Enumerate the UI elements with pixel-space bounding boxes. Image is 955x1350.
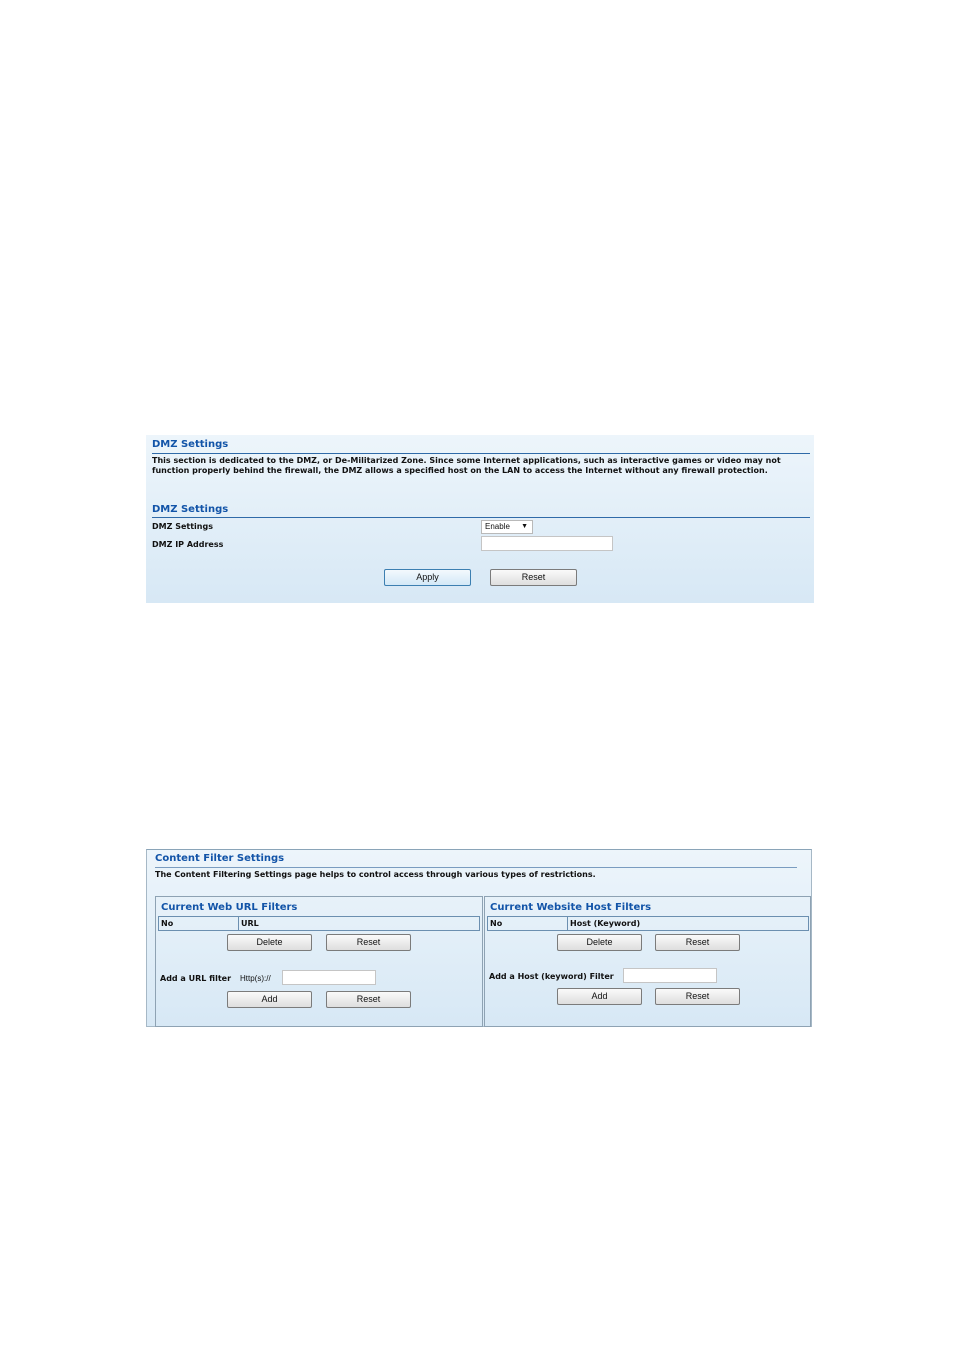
host-filters-subpanel: [484, 896, 811, 1027]
url-delete-button[interactable]: Delete: [227, 934, 312, 951]
url-reset-button[interactable]: Reset: [326, 934, 411, 951]
dmz-section-title: DMZ Settings: [152, 504, 229, 515]
chevron-down-icon: ▼: [521, 523, 528, 530]
dmz-settings-panel: [146, 435, 814, 603]
content-filter-panel: [146, 849, 812, 1027]
dmz-ip-label: DMZ IP Address: [152, 540, 224, 549]
url-filters-table-header: [158, 916, 480, 931]
add-url-filter-label: Add a URL filter: [160, 974, 232, 983]
url-add-reset-button[interactable]: Reset: [326, 991, 411, 1008]
content-filter-title: Content Filter Settings: [155, 853, 285, 864]
dmz-settings-select[interactable]: [481, 520, 533, 534]
column-header-no: No: [159, 917, 239, 930]
url-prefix: Http(s)://: [240, 974, 271, 983]
host-filter-input[interactable]: [623, 968, 717, 983]
host-filters-title: Current Website Host Filters: [490, 902, 652, 913]
host-add-reset-button[interactable]: Reset: [655, 988, 740, 1005]
apply-button[interactable]: Apply: [384, 569, 471, 586]
content-filter-rule: [155, 867, 797, 868]
host-add-button[interactable]: Add: [557, 988, 642, 1005]
host-filters-table-header: [487, 916, 809, 931]
url-filters-title: Current Web URL Filters: [161, 902, 298, 913]
dmz-title-rule: [152, 453, 810, 454]
column-header-host-keyword: Host (Keyword): [570, 919, 641, 928]
host-delete-button[interactable]: Delete: [557, 934, 642, 951]
url-add-button[interactable]: Add: [227, 991, 312, 1008]
dmz-description: This section is dedicated to the DMZ, or De-Militarized Zone. Since some Internet applications, such as interactive games or video may not function properly behind the firewall, the DMZ allows a specified host on the LAN to access the Internet without any firewall protection.: [152, 456, 781, 475]
url-filter-input[interactable]: [282, 970, 376, 985]
dmz-section-rule: [152, 517, 810, 518]
reset-button[interactable]: Reset: [490, 569, 577, 586]
column-header-no: No: [488, 917, 568, 930]
dmz-settings-value: Enable: [485, 522, 510, 531]
dmz-panel-title: DMZ Settings: [152, 439, 229, 450]
dmz-settings-label: DMZ Settings: [152, 522, 213, 531]
content-filter-description: The Content Filtering Settings page helps to control access through various types of restrictions.: [155, 870, 596, 879]
column-header-url: URL: [241, 919, 259, 928]
add-host-filter-label: Add a Host (keyword) Filter: [489, 972, 614, 981]
dmz-ip-input[interactable]: [481, 536, 613, 551]
host-reset-button[interactable]: Reset: [655, 934, 740, 951]
url-filters-subpanel: [155, 896, 483, 1027]
